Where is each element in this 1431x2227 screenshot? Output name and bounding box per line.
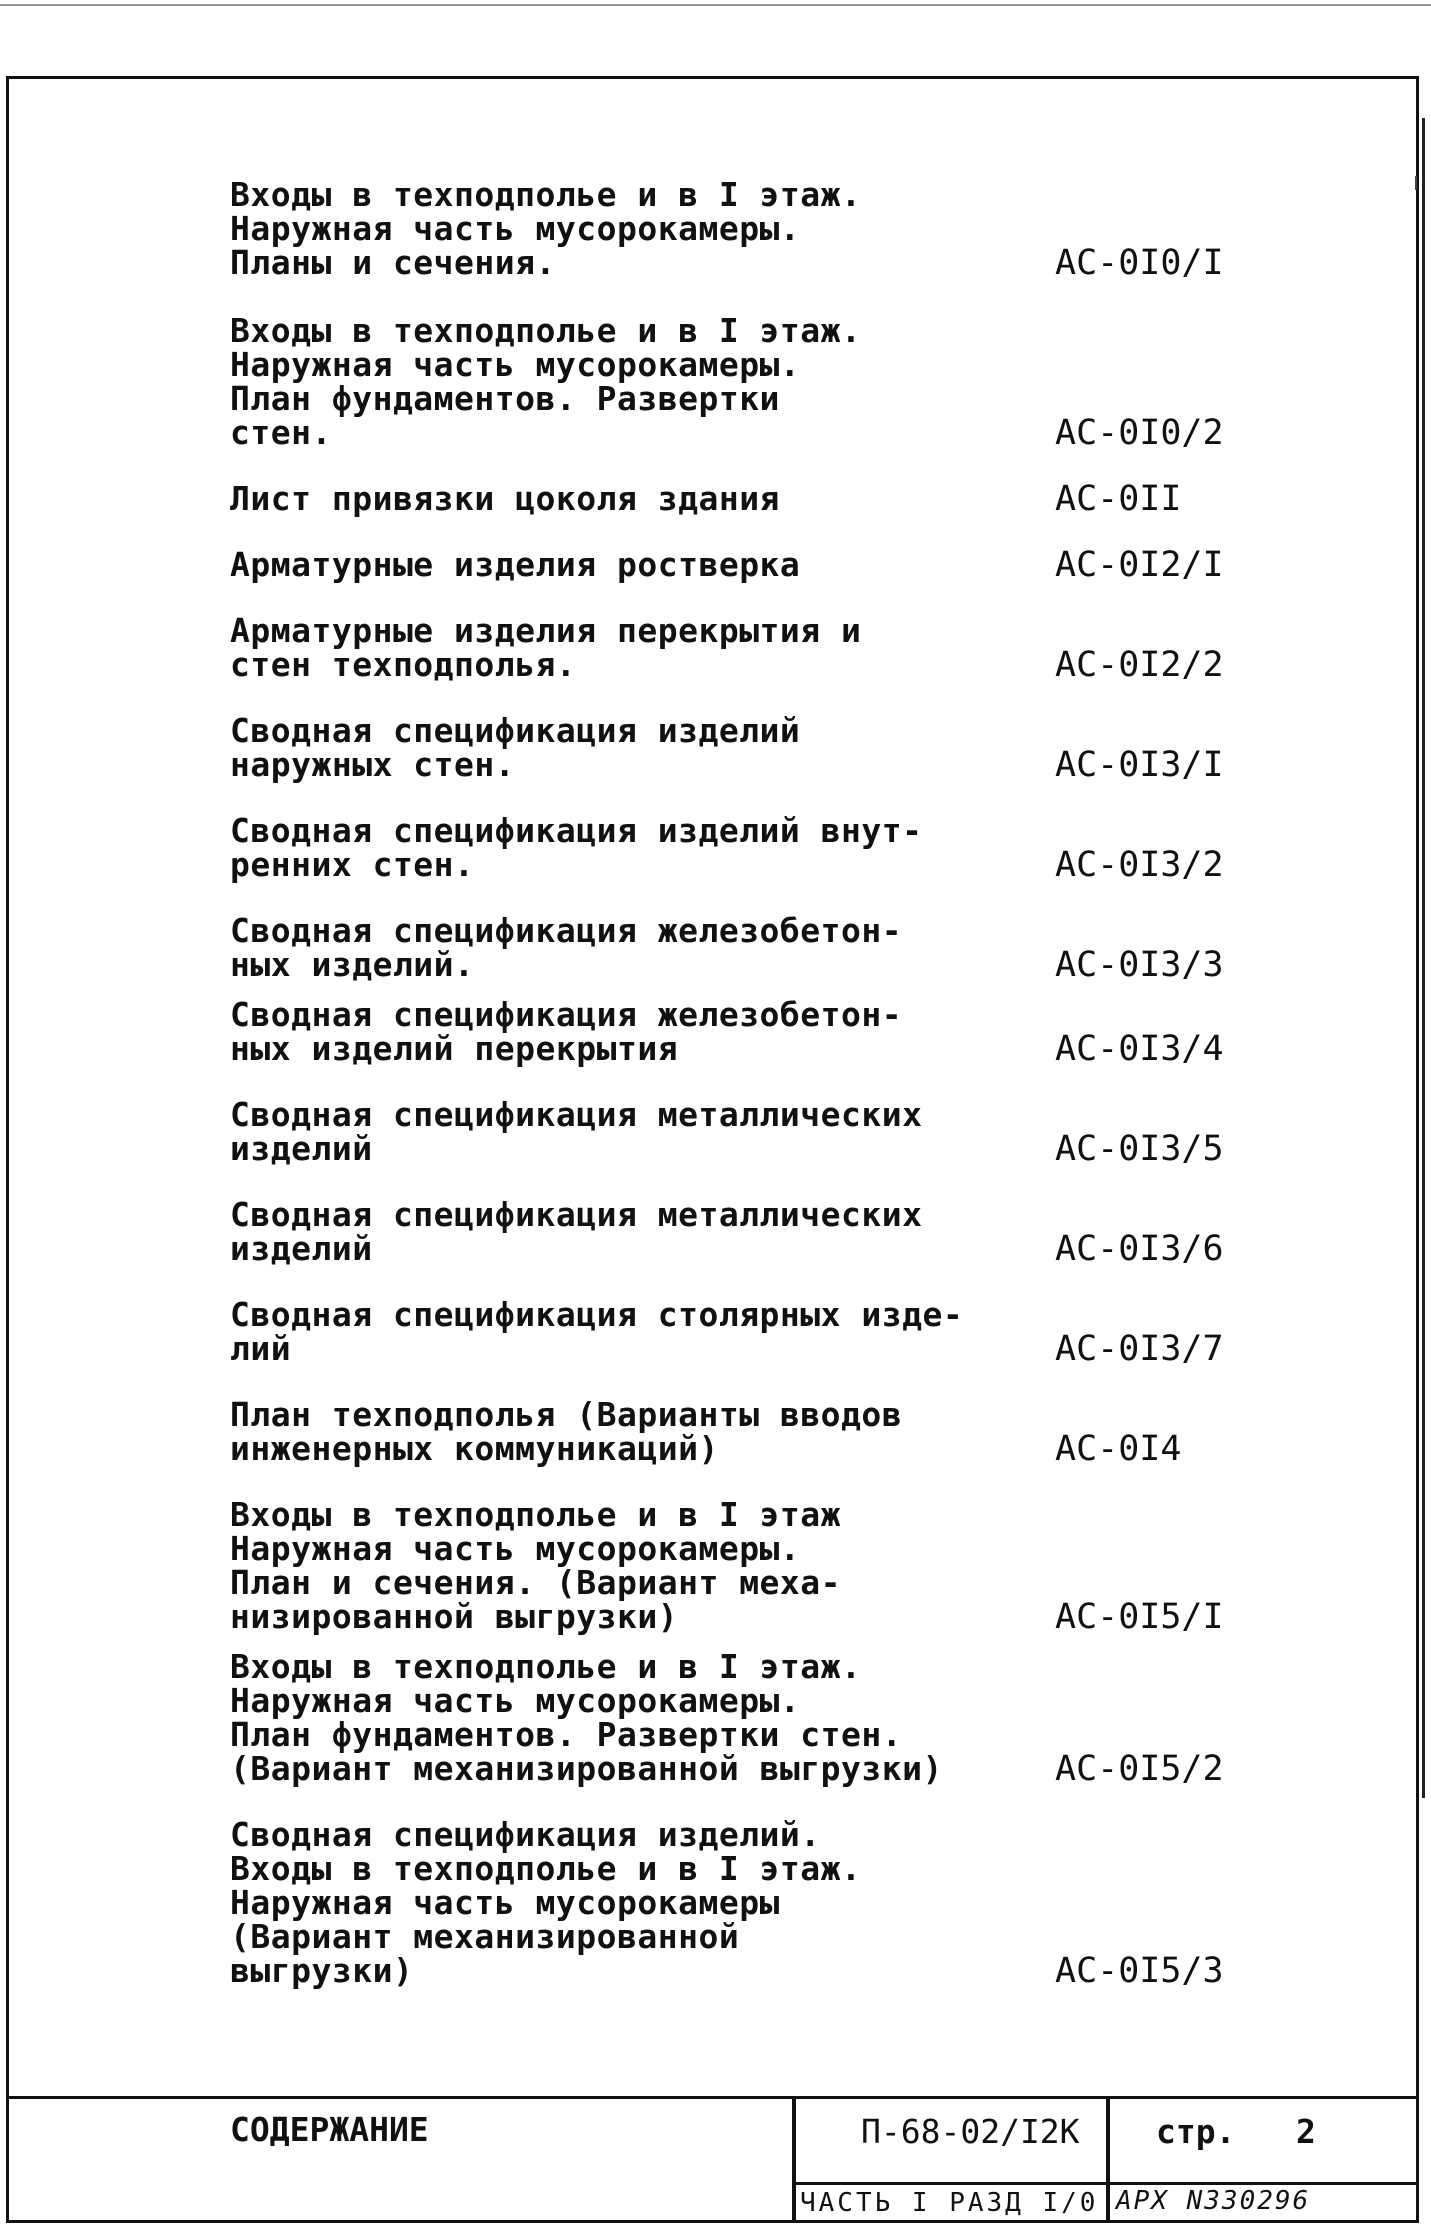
toc-entry-code: АС-0II [1055, 479, 1182, 519]
binding-tick [1415, 176, 1417, 190]
toc-entry [230, 1815, 1230, 1991]
title-block [6, 2096, 1419, 2223]
archive-number: АРХ N330296 [1116, 2186, 1311, 2216]
title-block-divider [792, 2096, 796, 2223]
toc-entry [230, 1395, 1230, 1469]
toc-entry-title: Арматурные изделия ростверка [230, 545, 801, 584]
toc-entry [230, 311, 1230, 453]
toc-entry-code: АС-0I5/3 [1055, 1951, 1224, 1991]
toc-entry-title: Сводная спецификация изделий наружных стен. [230, 711, 801, 784]
toc-entry-code: АС-0I5/I [1055, 1597, 1224, 1637]
toc-entry [230, 611, 1230, 685]
top-rule [0, 4, 1431, 6]
toc-entry [230, 545, 1230, 585]
toc-entry [230, 1647, 1230, 1789]
toc-entry [230, 811, 1230, 885]
document-number: П-68-02/I2К [861, 2112, 1080, 2151]
title-block-divider [1106, 2096, 1110, 2223]
toc-entry-code: АС-0I3/3 [1055, 945, 1224, 985]
page-label: стр. [1156, 2112, 1236, 2151]
toc-entry [230, 479, 1230, 519]
toc-entry-title: Сводная спецификация столярных изде- лий [230, 1295, 964, 1368]
toc-entry [230, 995, 1230, 1069]
toc-entry [230, 1095, 1230, 1169]
toc-entry-title: Входы в техподполье и в I этаж. Наружная часть мусорокамеры. План фундаментов. Развертки стен. (Вариант механизированной выгрузки) [230, 1647, 943, 1788]
toc-entry-title: Арматурные изделия перекрытия и стен техподполья. [230, 611, 862, 684]
toc-entry [230, 1195, 1230, 1269]
toc-entry-code: АС-0I4 [1055, 1429, 1182, 1469]
toc-entry-title: Входы в техподполье и в I этаж. Наружная часть мусорокамеры. План фундаментов. Развертки стен. [230, 311, 862, 452]
toc-entry [230, 911, 1230, 985]
title-block-divider [792, 2182, 1419, 2185]
toc-entry-title: Входы в техподполье и в I этаж. Наружная часть мусорокамеры. Планы и сечения. [230, 175, 862, 282]
title-block-rule [6, 2096, 1419, 2099]
toc-entry-title: Входы в техподполье и в I этаж Наружная часть мусорокамеры. План и сечения. (Вариант меха- низированной выгрузки) [230, 1495, 842, 1636]
toc-entry-code: АС-0I3/I [1055, 745, 1224, 785]
toc-entry-code: АС-0I3/4 [1055, 1029, 1224, 1069]
page-number: 2 [1296, 2112, 1316, 2151]
toc-entry-code: АС-0I0/I [1055, 243, 1224, 283]
part-section: ЧАСТЬ I РАЗД I/0 [800, 2188, 1099, 2218]
toc-entry-title: Сводная спецификация металлических изделий [230, 1095, 923, 1168]
toc-entry-code: АС-0I3/6 [1055, 1229, 1224, 1269]
toc-entry [230, 1295, 1230, 1369]
binding-mark [1422, 118, 1425, 1798]
toc-entry-title: Сводная спецификация железобетон- ных изделий. [230, 911, 903, 984]
toc-entry-code: АС-0I5/2 [1055, 1749, 1224, 1789]
toc-entry-title: План техподполья (Варианты вводов инженерных коммуникаций) [230, 1395, 903, 1468]
toc-entry-title: Сводная спецификация изделий. Входы в техподполье и в I этаж. Наружная часть мусорокамеры (Вариант механизированной выгрузки) [230, 1815, 862, 1990]
toc-entry [230, 711, 1230, 785]
toc-entry-code: АС-0I0/2 [1055, 413, 1224, 453]
toc-entry-code: АС-0I3/5 [1055, 1129, 1224, 1169]
toc-entry-code: АС-0I3/2 [1055, 845, 1224, 885]
toc-entry-title: Сводная спецификация металлических изделий [230, 1195, 923, 1268]
toc-entry [230, 175, 1230, 283]
toc-entry-title: Лист привязки цоколя здания [230, 479, 780, 518]
toc-entry-code: АС-0I2/I [1055, 545, 1224, 585]
toc-entry-code: АС-0I3/7 [1055, 1329, 1224, 1369]
toc-entry-code: АС-0I2/2 [1055, 645, 1224, 685]
toc-entry [230, 1495, 1230, 1637]
toc-entry-title: Сводная спецификация железобетон- ных изделий перекрытия [230, 995, 903, 1068]
toc-entry-title: Сводная спецификация изделий внут- ренних стен. [230, 811, 923, 884]
table-of-contents [230, 175, 1230, 1991]
sheet-title: СОДЕРЖАНИЕ [230, 2110, 429, 2149]
